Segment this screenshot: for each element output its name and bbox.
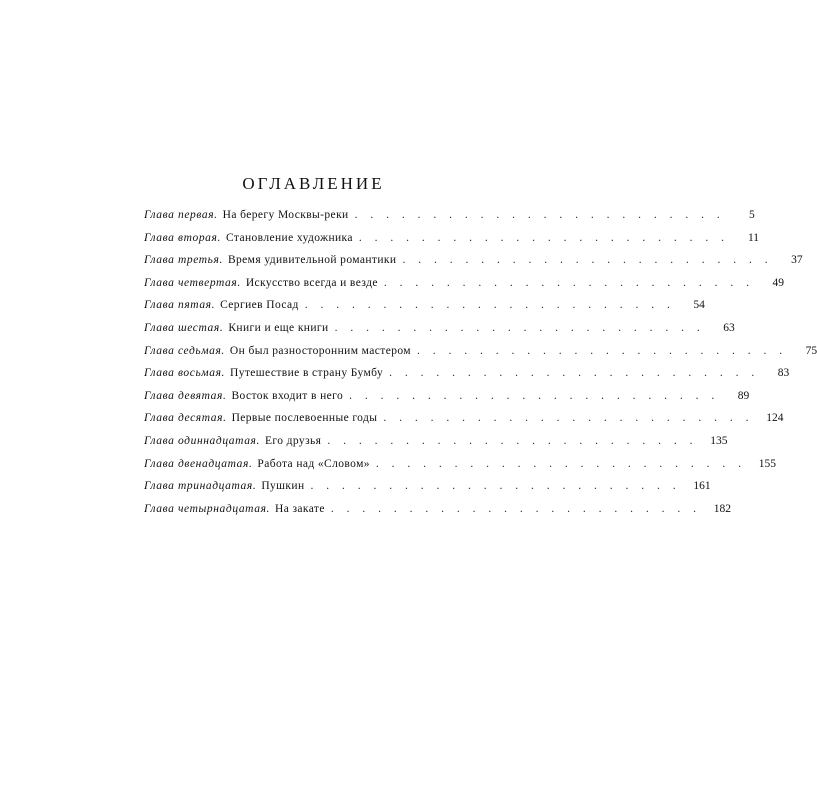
page-number: 89	[737, 389, 750, 402]
chapter-label: Глава первая.	[144, 209, 218, 221]
chapter-label: Глава девятая.	[144, 389, 227, 402]
toc-entry	[144, 385, 750, 408]
page-number: 63	[723, 321, 735, 334]
chapter-label: Глава шестая.	[144, 321, 224, 334]
chapter-title: Его друзья	[264, 434, 322, 447]
chapter-title: На закате	[274, 502, 325, 515]
page-number: 49	[772, 276, 784, 289]
chapter-label: Глава пятая.	[144, 299, 216, 312]
page-number: 37	[791, 254, 803, 267]
dot-leader: . . . . . . . . . . . . . . . . . . . . . . . .	[416, 344, 788, 357]
chapter-title: Становление художника	[225, 231, 353, 244]
chapter-label: Глава восьмая.	[144, 367, 226, 380]
chapter-title: Первые послевоенные годы	[231, 412, 378, 425]
chapter-title: На берегу Москвы-реки	[222, 209, 349, 221]
chapter-title: Искусство всегда и везде	[245, 276, 378, 289]
chapter-label: Глава вторая.	[144, 231, 221, 244]
page-number: 75	[805, 344, 817, 357]
page-number: 54	[693, 299, 705, 312]
chapter-label: Глава четвертая.	[144, 276, 241, 289]
dot-leader: . . . . . . . . . . . . . . . . . . . . . . . .	[358, 231, 730, 244]
page-number: 83	[777, 367, 790, 380]
dot-leader: . . . . . . . . . . . . . . . . . . . . . . . .	[354, 209, 725, 221]
dot-leader: . . . . . . . . . . . . . . . . . . . . . . . .	[327, 434, 698, 447]
toc-entry	[144, 430, 728, 453]
chapter-title: Восток входит в него	[231, 389, 344, 402]
chapter-title: Сергиев Посад	[220, 299, 299, 312]
toc-entry	[144, 249, 803, 272]
dot-leader: . . . . . . . . . . . . . . . . . . . . . . . .	[330, 502, 701, 515]
toc-entry	[144, 294, 705, 317]
chapter-label: Глава третья.	[144, 254, 223, 267]
dot-leader: . . . . . . . . . . . . . . . . . . . . . . . .	[310, 480, 681, 493]
chapter-title: Время удивительной романтики	[227, 254, 397, 267]
page-number: 155	[758, 457, 777, 470]
page-number: 135	[710, 434, 728, 447]
chapter-label: Глава одиннадцатая.	[144, 434, 260, 447]
toc-entry	[144, 340, 817, 363]
chapter-title: Пушкин	[261, 480, 305, 493]
dot-leader: . . . . . . . . . . . . . . . . . . . . . . . .	[334, 321, 705, 334]
dot-leader: . . . . . . . . . . . . . . . . . . . . . . . .	[383, 276, 754, 289]
dot-leader: . . . . . . . . . . . . . . . . . . . . . . . .	[349, 389, 720, 402]
dot-leader: . . . . . . . . . . . . . . . . . . . . . . . .	[375, 457, 747, 470]
page-number: 124	[766, 412, 784, 425]
toc-entry	[144, 227, 760, 250]
toc-heading: ОГЛАВЛЕНИЕ	[242, 174, 385, 193]
dot-leader: . . . . . . . . . . . . . . . . . . . . . . . .	[383, 412, 754, 425]
dot-leader: . . . . . . . . . . . . . . . . . . . . . . . .	[389, 367, 760, 380]
toc-entry	[144, 498, 731, 521]
page-number: 182	[713, 502, 731, 515]
chapter-title: Работа над «Словом»	[257, 457, 370, 470]
chapter-label: Глава седьмая.	[144, 344, 225, 357]
toc-entry	[144, 204, 755, 227]
chapter-title: Книги и еще книги	[228, 321, 329, 334]
chapter-title: Он был разносторонним мастером	[229, 344, 411, 357]
toc-entry	[144, 362, 790, 385]
chapter-label: Глава четырнадцатая.	[144, 502, 270, 515]
toc-entry	[144, 317, 735, 340]
toc-entry	[144, 453, 777, 476]
dot-leader: . . . . . . . . . . . . . . . . . . . . . . . .	[304, 299, 675, 312]
page-number: 5	[748, 209, 755, 221]
page-number: 161	[693, 480, 711, 493]
chapter-label: Глава десятая.	[144, 412, 227, 425]
toc-entry	[144, 475, 711, 498]
table-of-contents	[144, 204, 817, 520]
dot-leader: . . . . . . . . . . . . . . . . . . . . . . . .	[402, 254, 773, 267]
chapter-label: Глава тринадцатая.	[144, 480, 257, 493]
toc-entry	[144, 272, 784, 295]
page-number: 11	[747, 231, 760, 244]
chapter-label: Глава двенадцатая.	[144, 457, 253, 470]
toc-entry	[144, 407, 784, 430]
chapter-title: Путешествие в страну Бумбу	[230, 367, 384, 380]
